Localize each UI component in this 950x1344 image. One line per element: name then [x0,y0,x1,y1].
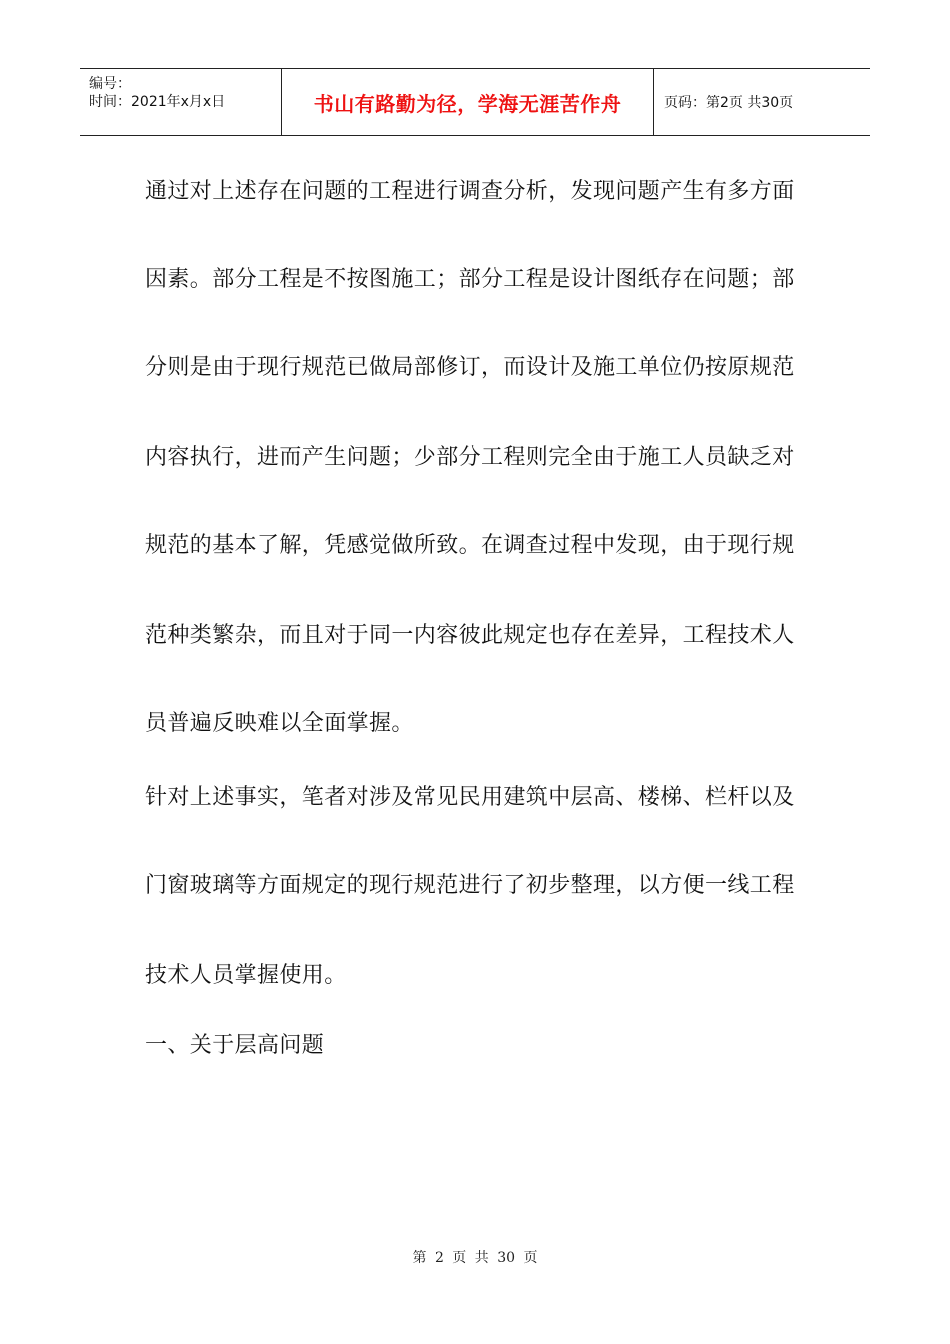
footer-page-number: 第 2 页 共 30 页 [412,1250,538,1266]
body-line: 规范的基本了解，凭感觉做所致。在调查过程中发现，由于现行规 [145,533,795,558]
body-line: 针对上述事实，笔者对涉及常见民用建筑中层高、楼梯、栏杆以及 [145,785,795,810]
body-line: 范种类繁杂，而且对于同一内容彼此规定也存在差异，工程技术人 [145,623,795,648]
document-number-label: 编号： [89,76,131,92]
body-line: 门窗玻璃等方面规定的现行规范进行了初步整理，以方便一线工程 [145,873,795,898]
header-meta-cell [80,69,282,135]
header-page-cell [654,69,870,135]
body-line: 分则是由于现行规范已做局部修订，而设计及施工单位仍按原规范 [145,355,795,380]
body-line: 因素。部分工程是不按图施工；部分工程是设计图纸存在问题；部 [145,267,795,292]
body-line: 员普遍反映难以全面掌握。 [145,711,414,736]
document-date: 时间：2021年x月x日 [89,94,226,110]
header-motto-cell [282,69,654,135]
section-heading: 一、关于层高问题 [145,1033,325,1058]
header-page-info: 页码：第2页 共30页 [664,95,794,111]
body-line: 通过对上述存在问题的工程进行调查分析，发现问题产生有多方面 [145,179,795,204]
document-header [80,68,870,136]
body-line: 技术人员掌握使用。 [145,963,347,988]
body-line: 内容执行，进而产生问题；少部分工程则完全由于施工人员缺乏对 [145,445,795,470]
page-footer [0,1247,950,1267]
header-motto: 书山有路勤为径，学海无涯苦作舟 [313,91,622,116]
